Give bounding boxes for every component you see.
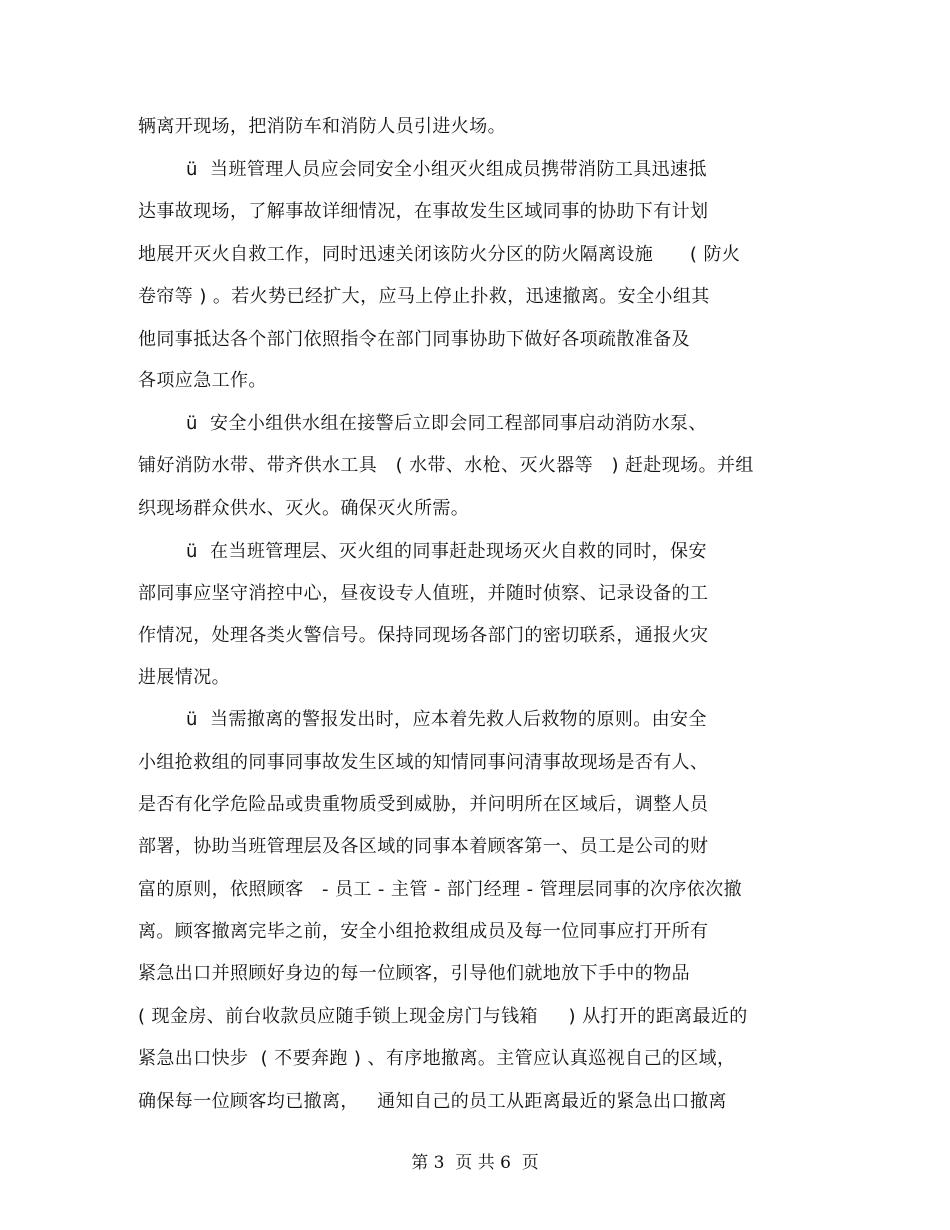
text-line: ü 当班管理人员应会同安全小组灭火组成员携带消防工具迅速抵 <box>186 159 707 180</box>
text-line: 铺好消防水带、带齐供水工具 ( 水带、水枪、灭火器等 ) 赶赴现场。并组 <box>138 455 754 476</box>
text-line: 作情况，处理各类火警信号。保持同现场各部门的密切联系，通报火灾 <box>138 625 709 646</box>
text-line: 部同事应坚守消控中心，昼夜设专人值班，并随时侦察、记录设备的工 <box>138 583 709 604</box>
text-line: 离。顾客撤离完毕之前，安全小组抢救组成员及每一位同事应打开所有 <box>138 921 709 942</box>
text-line: 辆离开现场，把消防车和消防人员引进火场。 <box>138 116 506 137</box>
text-line: 他同事抵达各个部门依照指令在部门同事协助下做好各项疏散准备及 <box>138 329 690 350</box>
text-line: ü 在当班管理层、灭火组的同事赶赴现场灭火自救的同时，保安 <box>186 541 707 562</box>
text-line: 确保每一位顾客均已撤离， 通知自己的员工从距离最近的紧急出口撤离 <box>138 1091 727 1112</box>
text-line: 紧急出口快步 ( 不要奔跑 ) 、有序地撤离。主管应认真巡视自己的区域， <box>138 1048 736 1069</box>
text-line: 地展开灭火自救工作，同时迅速关闭该防火分区的防火隔离设施 ( 防火 <box>138 244 741 265</box>
text-line: ü 安全小组供水组在接警后立即会同工程部同事启动消防水泵、 <box>186 413 707 434</box>
text-line: 富的原则，依照顾客 - 员工 - 主管 - 部门经理 - 管理层同事的次序依次撤 <box>138 879 742 900</box>
text-line: 达事故现场，了解事故详细情况，在事故发生区域同事的协助下有计划 <box>138 201 709 222</box>
text-line: 是否有化学危险品或贵重物质受到威胁，并问明所在区域后，调整人员 <box>138 794 709 815</box>
page-number-footer: 第 3 页 共 6 页 <box>411 1153 539 1173</box>
text-line: 部署，协助当班管理层及各区域的同事本着顾客第一、员工是公司的财 <box>138 836 709 857</box>
text-line: 紧急出口并照顾好身边的每一位顾客，引导他们就地放下手中的物品 <box>138 963 690 984</box>
text-line: 各项应急工作。 <box>138 370 267 391</box>
text-line: ü 当需撤离的警报发出时，应本着先救人后救物的原则。由安全 <box>186 709 707 730</box>
text-line: 小组抢救组的同事同事故发生区域的知情同事问清事故现场是否有人、 <box>138 752 709 773</box>
text-line: ( 现金房、前台收款员应随手锁上现金房门与钱箱 ) 从打开的距离最近的 <box>138 1006 748 1027</box>
text-line: 织现场群众供水、灭火。确保灭火所需。 <box>138 498 470 519</box>
text-line: 进展情况。 <box>138 667 230 688</box>
text-line: 卷帘等 ) 。若火势已经扩大，应马上停止扑救，迅速撤离。安全小组其 <box>138 286 710 307</box>
